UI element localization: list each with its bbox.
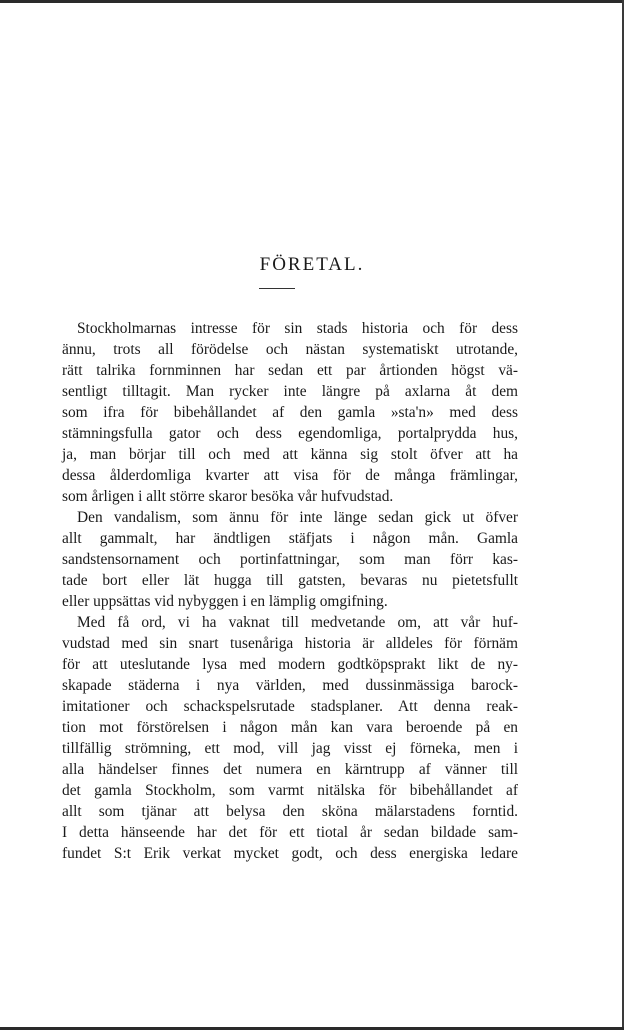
text-line: för att uteslutande lysa med modern godtköpsprakt likt de ny- (62, 656, 518, 673)
scan-edge-top (0, 0, 624, 3)
text-line: det gamla Stockholm, som varmt nitälska för bibehållandet af (62, 782, 518, 799)
body-text (62, 318, 518, 864)
title-rule (259, 288, 295, 289)
page-title: FÖRETAL. (259, 254, 365, 275)
text-line: Stockholmarnas intresse för sin stads historia och för dess (77, 320, 518, 337)
text-line: imitationer och schackspelsrutade stadsplaner. Att denna reak- (62, 698, 518, 715)
text-line: alla händelser finnes det numera en kärntrupp af vänner till (62, 761, 518, 778)
text-line: Med få ord, vi ha vaknat till medvetande om, att vår huf- (77, 614, 518, 631)
text-line: allt gammalt, har ändtligen stäfjats i någon mån. Gamla (62, 530, 518, 547)
text-line: tillfällig strömning, ett mod, vill jag visst ej förneka, men i (62, 740, 518, 757)
text-line: vudstad med sin snart tusenåriga historia är alldeles för förnäm (62, 635, 518, 652)
text-line: sentligt tilltagit. Man rycker inte längre på axlarna åt dem (62, 383, 518, 400)
text-line: I detta hänseende har det för ett tiotal år sedan bildade sam- (62, 824, 518, 841)
text-line: Den vandalism, som ännu för inte länge sedan gick ut öfver (77, 509, 518, 526)
text-line: fundet S:t Erik verkat mycket godt, och dess energiska ledare (62, 845, 518, 862)
text-line: dessa ålderdomliga kvarter att visa för de många främlingar, (62, 467, 518, 484)
text-line: tion mot förstörelsen i någon mån kan vara beroende på en (62, 719, 518, 736)
text-line: sandstensornament och portinfattningar, som man förr kas- (62, 551, 518, 568)
text-line: som årligen i allt större skaror besöka vår hufvudstad. (62, 488, 394, 505)
text-line: rätt talrika fornminnen har sedan ett par årtionden högst vä- (62, 362, 518, 379)
text-line: skapade städerna i nya världen, med dussinmässiga barock- (62, 677, 518, 694)
text-line: allt som tjänar att belysa den sköna mälarstadens forntid. (62, 803, 518, 820)
text-line: som ifra för bibehållandet af den gamla »sta'n» med dess (62, 404, 518, 421)
text-line: tade bort eller lät hugga till gatsten, bevaras nu pietetsfullt (62, 572, 518, 589)
text-line: ännu, trots all förödelse och nästan systematiskt utrotande, (62, 341, 518, 358)
text-line: ja, man börjar till och med att känna sig stolt öfver att ha (62, 446, 518, 463)
text-line: eller uppsättas vid nybyggen i en lämplig omgifning. (62, 593, 388, 610)
text-line: stämningsfulla gator och dess egendomliga, portalprydda hus, (62, 425, 518, 442)
